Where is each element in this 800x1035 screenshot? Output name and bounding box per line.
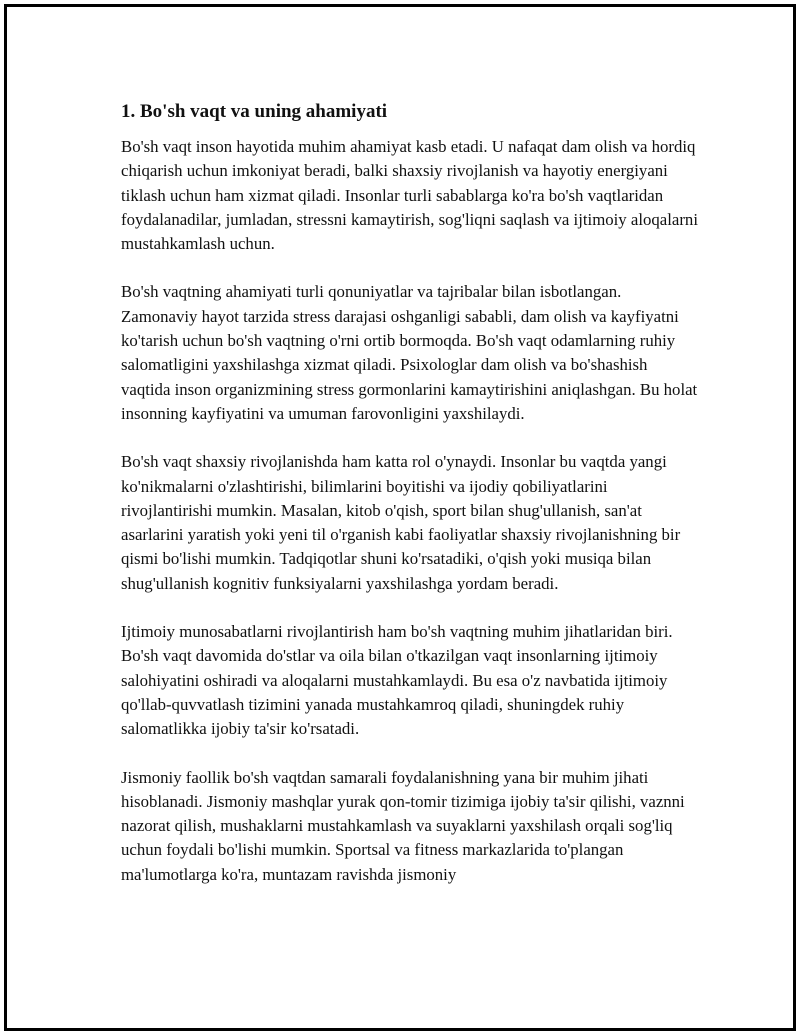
paragraph-stress-reduction: Bo'sh vaqtning ahamiyati turli qonuniyatlar va tajribalar bilan isbotlangan. Zamonaviy hayot tarzida stress darajasi oshganligi sababli, dam olish va kayfiyatni ko'tarish uchun bo'sh vaqtning o'rni ortib bormoqda. Bo'sh vaqt odamlarning ruhiy salomatligini yaxshilashga xizmat qiladi. Psixologlar dam olish va bo'shashish vaqtida inson organizmining stress gormonlarini kamaytirishini aniqlashgan. Bu holat insonning kayfiyatini va umuman farovonligini yaxshilaydi.	[121, 282, 698, 423]
paragraph-personal-development: Bo'sh vaqt shaxsiy rivojlanishda ham katta rol o'ynaydi. Insonlar bu vaqtda yangi ko'nikmalarni o'zlashtirishi, bilimlarini boyitishi va ijodiy qobiliyatlarini rivojlantirishi mumkin. Masalan, kitob o'qish, sport bilan shug'ullanish, san'at asarlarini yaratish yoki yeni til o'rganish kabi faoliyatlar shaxsiy rivojlanishning bir qismi bo'lishi mumkin. Tadqiqotlar shuni ko'rsatadiki, o'qish yoki musiqa bilan shug'ullanish kognitiv funksiyalarni yaxshilashga yordam beradi.	[121, 452, 681, 593]
paragraph-leisure-importance: Bo'sh vaqt inson hayotida muhim ahamiyat kasb etadi. U nafaqat dam olish va hordiq chiqarish uchun imkoniyat beradi, balki shaxsiy rivojlanish va hayotiy energiyani tiklash uchun ham xizmat qiladi. Insonlar turli sabablarga ko'ra bo'sh vaqtlaridan foydalanadilar, jumladan, stressni kamaytirish, sog'liqni saqlash va ijtimoiy aloqalarni mustahkamlash uchun.	[121, 137, 698, 254]
paragraph-social-relations: Ijtimoiy munosabatlarni rivojlantirish ham bo'sh vaqtning muhim jihatlaridan biri. Bo'sh vaqt davomida do'stlar va oila bilan o'tkazilgan vaqt insonlarning ijtimoiy salohiyatini oshiradi va aloqalarni mustahkamlaydi. Bu esa o'z navbatida ijtimoiy qo'llab-quvvatlash tizimini yanada mustahkamroq qiladi, shuningdek ruhiy salomatlikka ijobiy ta'sir ko'rsatadi.	[121, 622, 673, 739]
paragraph-physical-activity: Jismoniy faollik bo'sh vaqtdan samarali foydalanishning yana bir muhim jihati hisoblanadi. Jismoniy mashqlar yurak qon-tomir tizimiga ijobiy ta'sir qilishi, vaznni nazorat qilish, mushaklarni mustahkamlash va suyaklarni yaxshilash orqali sog'liq uchun foydali bo'lishi mumkin. Sportsal va fitness markazlarida to'plangan ma'lumotlarga ko'ra, muntazam ravishda jismoniy	[121, 767, 685, 884]
document-body	[121, 99, 701, 911]
section-heading: 1. Bo'sh vaqt va uning ahamiyati	[121, 101, 388, 122]
page-frame	[4, 4, 796, 1031]
